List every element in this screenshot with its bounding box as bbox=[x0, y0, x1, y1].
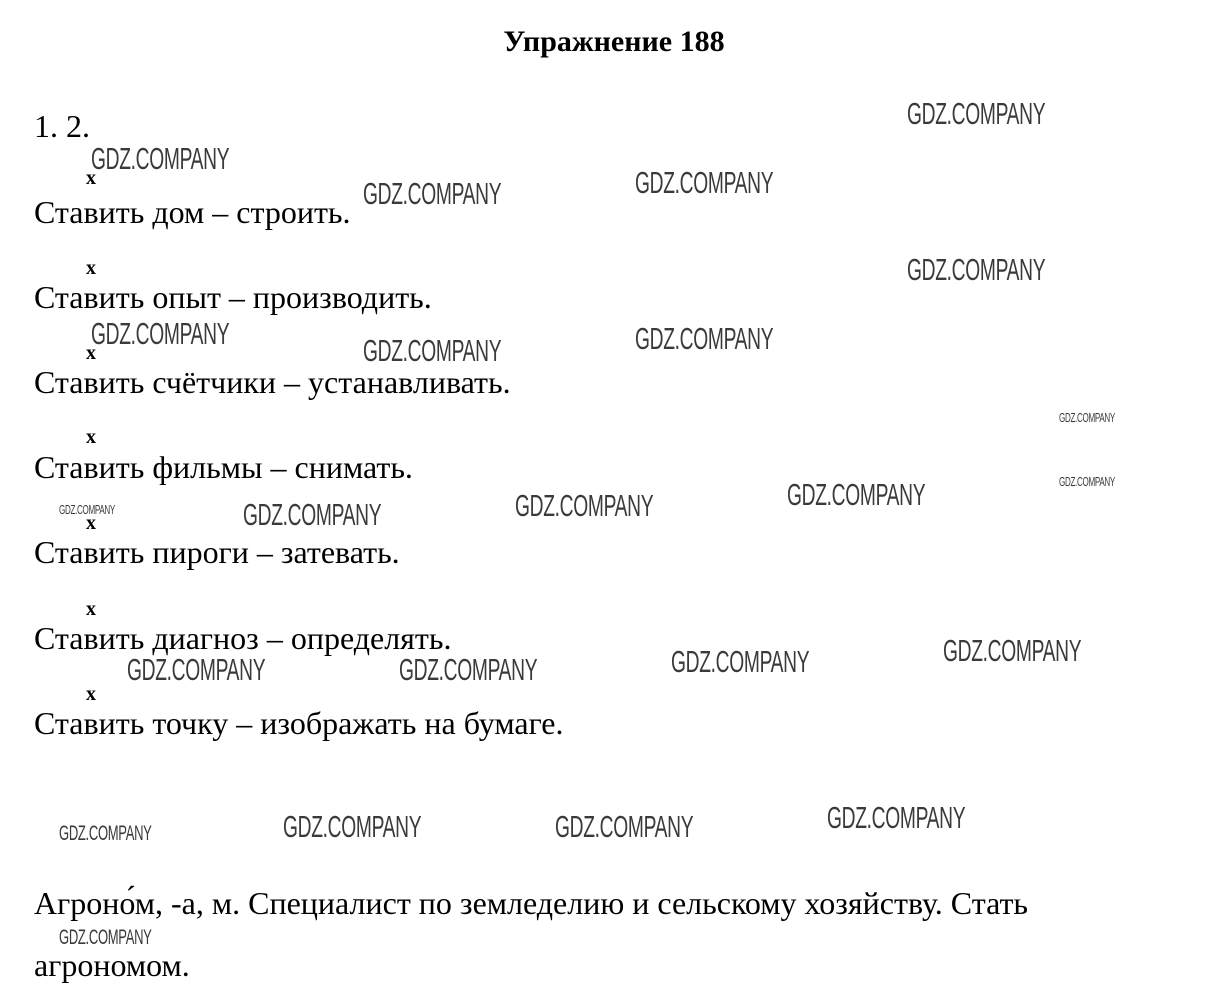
watermark: GDZ.COMPANY bbox=[91, 141, 230, 176]
watermark: GDZ.COMPANY bbox=[59, 926, 152, 949]
phrase-line: Ставить фильмы – снимать. bbox=[34, 449, 413, 485]
watermark: GDZ.COMPANY bbox=[907, 252, 1046, 287]
stress-mark: х bbox=[86, 512, 96, 534]
watermark: GDZ.COMPANY bbox=[827, 800, 966, 835]
phrase-line: Ставить опыт – производить. bbox=[34, 279, 432, 315]
section-number: 1. 2. bbox=[34, 108, 90, 144]
watermark: GDZ.COMPANY bbox=[555, 809, 694, 844]
watermark: GDZ.COMPANY bbox=[943, 633, 1082, 668]
watermark: GDZ.COMPANY bbox=[283, 809, 422, 844]
watermark: GDZ.COMPANY bbox=[363, 176, 502, 211]
watermark: GDZ.COMPANY bbox=[671, 644, 810, 679]
watermark: GDZ.COMPANY bbox=[399, 652, 538, 687]
stress-mark: х bbox=[86, 167, 96, 189]
definition-text: Агроно́м, -а, м. Специалист по земледелию и сельскому хозяйству. Стать агрономом. bbox=[34, 885, 1029, 983]
watermark: GDZ.COMPANY bbox=[635, 165, 774, 200]
stress-mark: х bbox=[86, 342, 96, 364]
watermark: GDZ.COMPANY bbox=[907, 96, 1046, 131]
phrase-line: Ставить диагноз – определять. bbox=[34, 620, 452, 656]
watermark: GDZ.COMPANY bbox=[1059, 474, 1116, 489]
stress-mark: х bbox=[86, 257, 96, 279]
watermark: GDZ.COMPANY bbox=[59, 822, 152, 845]
stress-mark: х bbox=[86, 683, 96, 705]
watermark: GDZ.COMPANY bbox=[787, 477, 926, 512]
phrase-line: Ставить дом – строить. bbox=[34, 194, 351, 230]
phrase-line: Ставить точку – изображать на бумаге. bbox=[34, 705, 564, 741]
stress-mark: х bbox=[86, 426, 96, 448]
watermark: GDZ.COMPANY bbox=[635, 321, 774, 356]
phrase-line: Ставить счётчики – устанавливать. bbox=[34, 364, 511, 400]
watermark: GDZ.COMPANY bbox=[515, 488, 654, 523]
watermark: GDZ.COMPANY bbox=[243, 497, 382, 532]
watermark: GDZ.COMPANY bbox=[1059, 410, 1116, 425]
watermark: GDZ.COMPANY bbox=[59, 502, 116, 517]
watermark: GDZ.COMPANY bbox=[91, 316, 230, 351]
exercise-title: Упражнение 188 bbox=[503, 25, 725, 58]
watermark: GDZ.COMPANY bbox=[363, 333, 502, 368]
watermark: GDZ.COMPANY bbox=[127, 652, 266, 687]
phrase-line: Ставить пироги – затевать. bbox=[34, 534, 400, 570]
stress-mark: х bbox=[86, 598, 96, 620]
